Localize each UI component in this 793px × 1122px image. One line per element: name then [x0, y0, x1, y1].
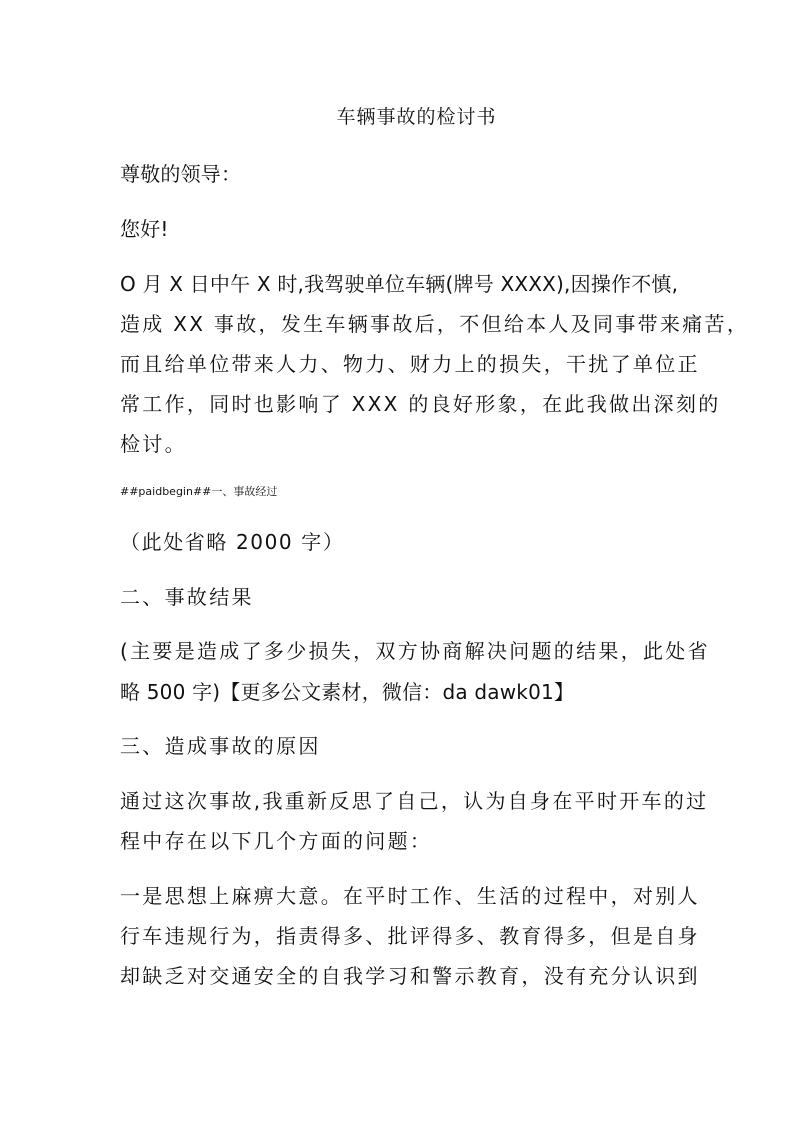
- intro-line: O 月 X 日中午 X 时,我驾驶单位车辆(牌号 XXXX),因操作不慎,: [120, 272, 679, 296]
- point1-line: 却缺乏对交通安全的自我学习和警示教育，没有充分认识到: [120, 964, 700, 988]
- section3-line: 程中存在以下几个方面的问题：: [120, 829, 433, 853]
- section-heading: 二、事故结果: [120, 585, 254, 609]
- section2-line: 略 500 字)【更多公文素材，微信：da dawk01】: [120, 680, 575, 704]
- intro-line: 常工作，同时也影响了 XXX 的良好形象，在此我做出深刻的: [120, 392, 721, 416]
- paid-section-marker: ##paidbegin##一、事故经过: [120, 485, 278, 498]
- document-title: 车辆事故的检讨书: [336, 106, 497, 128]
- section3-line: 通过这次事故,我重新反思了自己，认为自身在平时开车的过: [120, 789, 709, 813]
- omitted-note: （此处省略 2000 字）: [120, 530, 345, 554]
- intro-line: 而且给单位带来人力、物力、财力上的损失，干扰了单位正: [120, 352, 700, 376]
- intro-line: 检讨。: [120, 432, 187, 456]
- section2-line: (主要是造成了多少损失，双方协商解决问题的结果，此处省: [120, 639, 710, 663]
- section-heading: 三、造成事故的原因: [120, 734, 321, 758]
- intro-line: 造成 XX 事故，发生车辆事故后，不但给本人及同事带来痛苦，: [120, 312, 750, 336]
- point1-line: 一是思想上麻痹大意。在平时工作、生活的过程中，对别人: [120, 884, 700, 908]
- point1-line: 行车违规行为，指责得多、批评得多、教育得多，但是自身: [120, 924, 700, 948]
- greeting: 您好!: [120, 217, 169, 241]
- salutation: 尊敬的领导：: [120, 162, 242, 186]
